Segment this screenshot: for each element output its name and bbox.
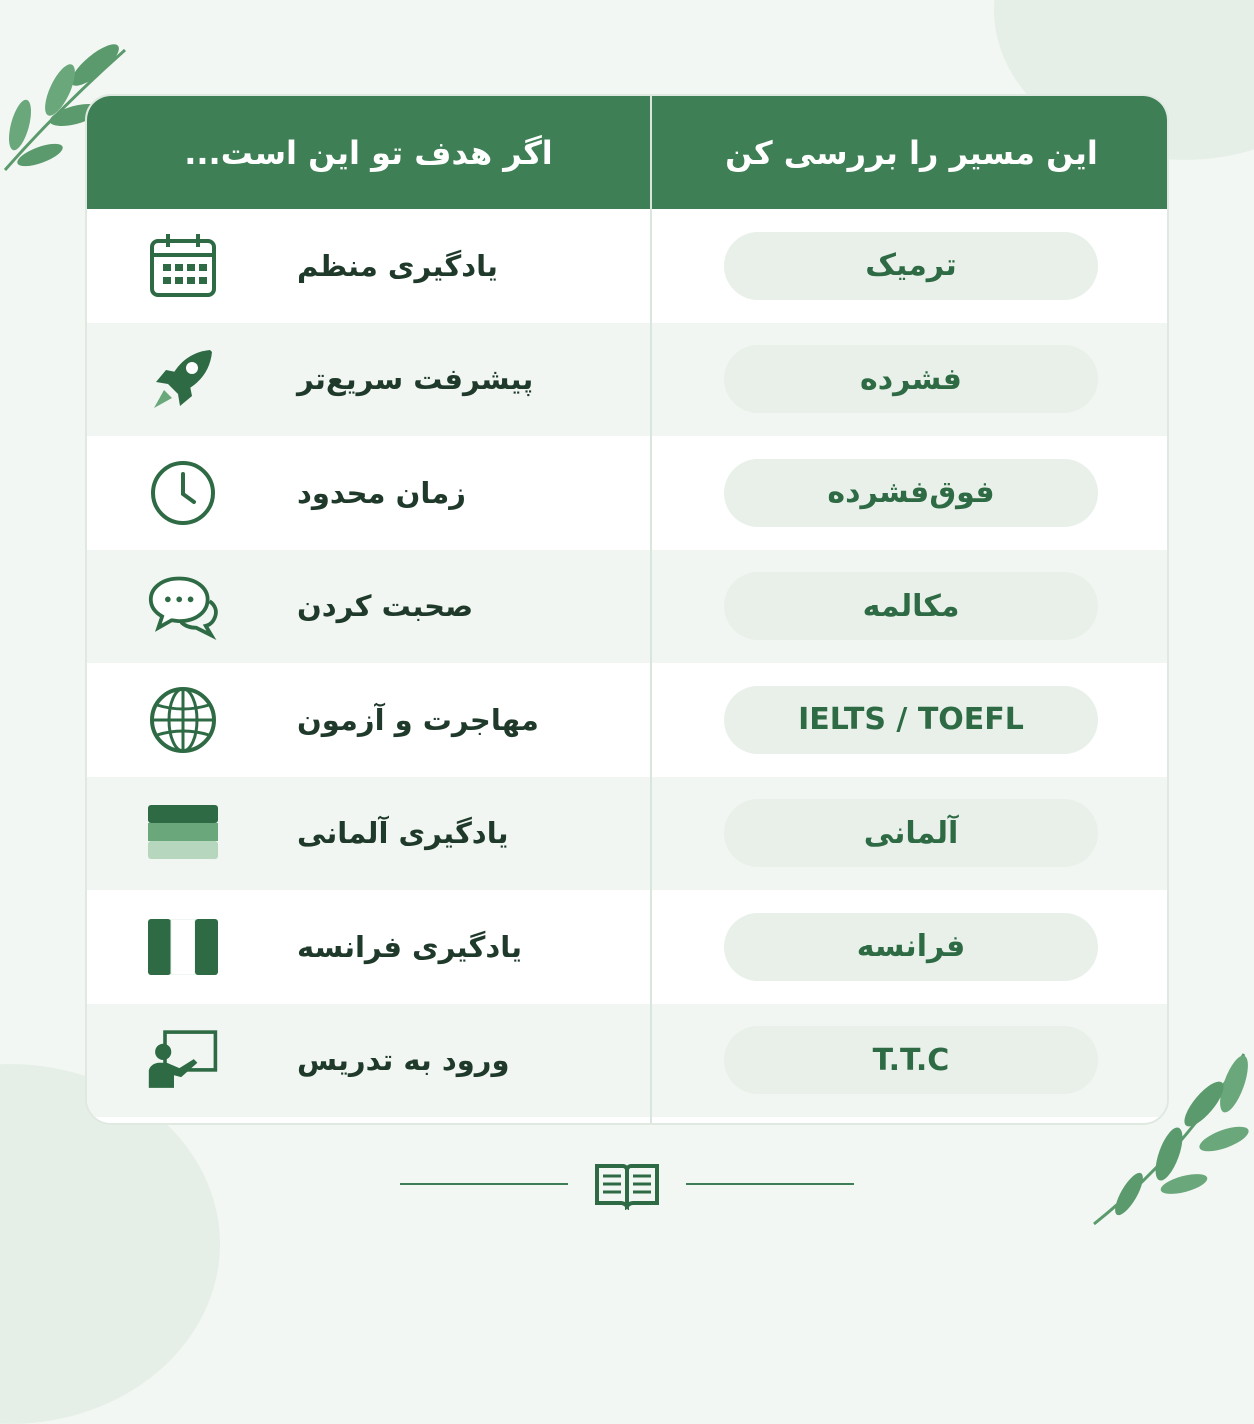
calendar-icon (147, 230, 219, 302)
rocket-icon (147, 343, 219, 415)
path-badge: T.T.C (724, 1026, 1098, 1094)
clock-icon (147, 457, 219, 529)
goal-label: زمان محدود (297, 475, 466, 510)
table-row (87, 890, 1167, 1004)
table-row (87, 550, 1167, 664)
goal-label: پیشرفت سریع‌تر (297, 362, 534, 397)
path-badge: ترمیک (724, 232, 1098, 300)
footer-ornament (0, 1155, 1254, 1215)
goal-label: یادگیری منظم (297, 248, 498, 283)
table-body (87, 209, 1167, 1117)
table-row (87, 777, 1167, 891)
path-badge: فرانسه (724, 913, 1098, 981)
table-row (87, 663, 1167, 777)
path-badge: IELTS / TOEFL (724, 686, 1098, 754)
divider-line (400, 1183, 568, 1185)
open-book-icon (593, 1160, 661, 1210)
goal-column-header: اگر هدف تو این است... (184, 133, 553, 172)
path-column-header: این مسیر را بررسی کن (725, 133, 1098, 172)
teacher-board-icon (147, 1024, 219, 1096)
french-flag-icon (147, 911, 219, 983)
path-badge: فوق‌فشرده (724, 459, 1098, 527)
goal-label: یادگیری آلمانی (297, 816, 509, 851)
path-badge: مکالمه (724, 572, 1098, 640)
goal-label: مهاجرت و آزمون (297, 702, 539, 737)
table-row (87, 209, 1167, 323)
goal-label: ورود به تدریس (297, 1043, 510, 1078)
comparison-table (85, 94, 1169, 1125)
path-badge: فشرده (724, 345, 1098, 413)
globe-icon (147, 684, 219, 756)
table-header (87, 96, 1167, 209)
goal-label: صحبت کردن (297, 589, 474, 624)
path-badge: آلمانی (724, 799, 1098, 867)
table-row (87, 323, 1167, 437)
chat-bubbles-icon (147, 570, 219, 642)
table-row (87, 1004, 1167, 1118)
goal-label: یادگیری فرانسه (297, 929, 523, 964)
divider-line (686, 1183, 854, 1185)
german-flag-icon (147, 797, 219, 869)
column-divider (650, 96, 652, 1123)
table-row (87, 436, 1167, 550)
